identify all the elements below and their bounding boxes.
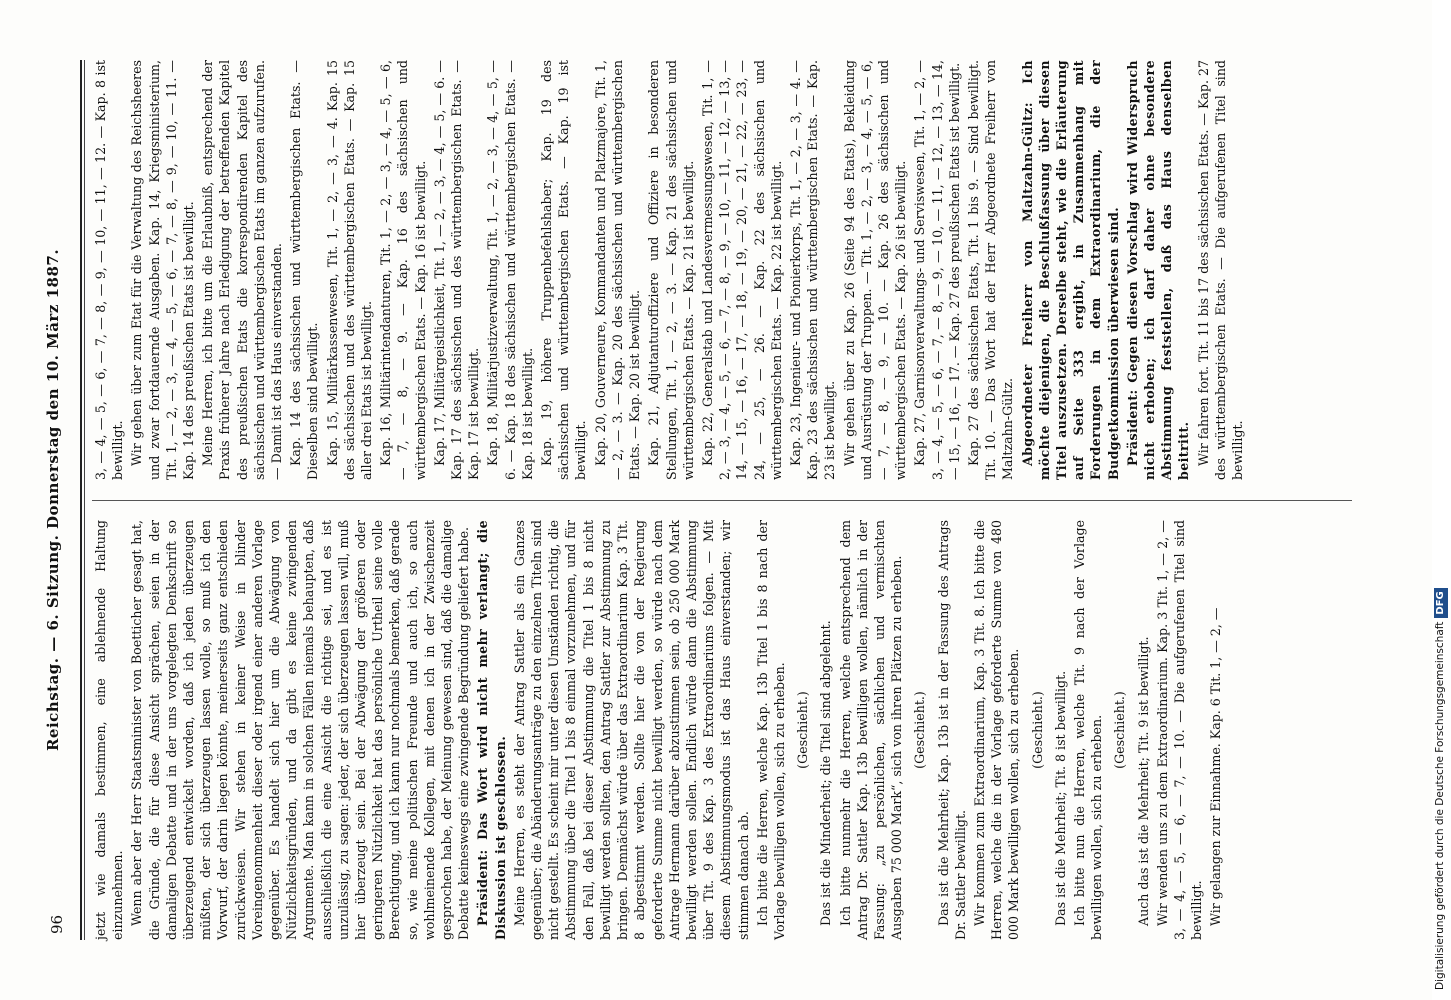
column-separator bbox=[92, 500, 1352, 501]
stage-direction: (Geschieht.) bbox=[1029, 691, 1045, 769]
paragraph: Das ist die Minderheit; die Titel sind abgelehnt. bbox=[818, 620, 834, 926]
stage-direction: (Geschieht.) bbox=[1112, 691, 1128, 769]
stage-direction: (Geschieht.) bbox=[912, 691, 928, 769]
paragraph: Wir wenden uns zu dem Extraordinarium. Kap. 3 Tit. 1, — 2, — 3, — 4, — 5, — 6, — 7, — 10. — Die aufgerufenen Titel sind bewilligt. bbox=[1154, 520, 1205, 940]
paragraph: Wenn aber der Herr Staatsminister von Boetticher gesagt hat, die Gründe, die für diese Ansicht sprächen, seien in der damaligen Debatte und in der uns vorgelegten Denkschrift so überzeugend entwickelt worden, daß ich jeden überzeugen müßten, der sich überzeugen lassen wolle, so muß ich den Vorwurf, der darin liegen könnte, meinerseits ganz entschieden zurückweisen. Wir stehen in keiner Weise in blinder Voreingenommenheit dieser oder irgend einer anderen Vorlage gegenüber. Es handelt sich hier um die Abwägung von Nützlichkeitsgründen, und da gibt es keine zwingenden Argumente. Man kann in solchen Fällen niemals behaupten, daß ausschließlich die eine Ansicht die richtige sei, und es ist unzulässig, zu sagen: jeder, der sich überzeugen lassen will, muß hier überzeugt sein. Bei der Abwägung der größeren oder geringeren Nützlichkeit hat das persönliche Urtheil seine volle Berechtigung, und ich kann nur nochmals bemerken, daß gerade so, wie meine politischen Freunde und auch ich, so auch wohlmeinende Kollegen, mit denen ich in der Zwischenzeit gesprochen habe, der Meinung gewesen sind, daß die damalige Debatte keineswegs eine zwingende Begründung geliefert habe. bbox=[129, 520, 472, 940]
paragraph: 3, — 4, — 5, — 6, — 7, — 8, — 9, — 10, — 11, — 12. — Kap. 8 ist bewilligt. bbox=[93, 60, 126, 480]
credit-label: Digitalisierung gefördert durch die Deutsche Forschungsgemeinschaft bbox=[1434, 621, 1446, 990]
paragraph: Kap. 17, Militärgeistlichkeit, Tit. 1, — 2, — 3, — 4, — 5, — 6. — Kap. 17 des sächsischen und des württembergischen Etats. — Kap. 17 ist bewilligt. bbox=[431, 60, 482, 480]
paragraph: Wir gehen über zum Etat für die Verwaltung des Reichsheeres und zwar fortdauernde Ausgaben. Kap. 14, Kriegsministerium, Tit. 1, — 2, — 3, — 4, — 5, — 6, — 7, — 8, — 9, — 10, — 11. — Kap. 14 des preußischen Etats ist bewilligt. bbox=[129, 60, 197, 480]
paragraph: Ich bitte nunmehr die Herren, welche entsprechend dem Antrag Dr. Sattler Kap. 13b bewilligen wollen, nämlich in der Fassung: „zu persönlichen, sächlichen und vermischten Ausgaben 75 000 Mark“, sich von ihren Plätzen zu erheben. bbox=[837, 520, 905, 940]
left-text-column bbox=[92, 520, 1412, 940]
paragraph: Auch das ist die Mehrheit; Tit. 9 ist bewilligt. bbox=[1135, 636, 1151, 926]
paragraph: Meine Herren, es steht der Antrag Sattler als ein Ganzes gegenüber; die Abänderungsanträge zu den einzelnen Titeln sind nicht gestellt. Es scheint mir unter diesen Umständen richtig, die Abstimmung über die Titel 1 bis 8 einmal vorzunehmen, und für den Fall, daß bei dieser Abstimmung die Titel 1 bis 8 nicht bewilligt werden sollten, den Antrag Sattler zur Abstimmung zu bringen. Demnächst würde über das Extraordinarium Kap. 3 Tit. 8 abgestimmt werden. Sollte hier die von der Regierung geforderte Summe nicht bewilligt werden, so würde nach dem Antrage Hermann darüber abzustimmen sein, ob 250 000 Mark bewilligt werden sollen. Endlich würde dann die Abstimmung über Tit. 9 des Kap. 3 des Extraordinariums folgen. — Mit diesem Abstimmungsmodus ist das Haus einverstanden; wir stimmen danach ab. bbox=[511, 520, 751, 940]
right-text-column bbox=[92, 60, 1412, 480]
paragraph: Präsident: Das Wort wird nicht mehr verlangt; die Diskussion ist geschlossen. bbox=[475, 520, 508, 940]
header-rule-thin bbox=[84, 60, 85, 940]
paragraph: Kap. 19, höhere Truppenbefehlshaber; Kap. 19 des sächsischen und württembergischen Etats. — Kap. 19 ist bewilligt. bbox=[539, 60, 589, 480]
page-title: Reichstag. — 6. Sitzung. Donnerstag den 10. März 1887. bbox=[44, 248, 62, 752]
paragraph: Kap. 18, Militärjustizverwaltung, Tit. 1, — 2, — 3, — 4, — 5, — 6. — Kap. 18 des sächsischen und württembergischen Etats. — Kap. 18 ist bewilligt. bbox=[485, 60, 535, 480]
header-rule bbox=[80, 60, 82, 940]
paragraph: Das ist die Mehrheit; Kap. 13b ist in der Fassung des Antrags Dr. Sattler bewilligt. bbox=[935, 520, 968, 940]
paragraph: Kap. 27 des sächsischen Etats, Tit. 1 bis 9. — Sind bewilligt. Tit. 10. — Das Wort hat der Herr Abgeordnete Freiherr von Maltzahn-Gültz. bbox=[965, 60, 1016, 480]
paragraph: Kap. 23, Ingenieur- und Pionierkorps, Tit. 1, — 2, — 3, — 4. — Kap. 23 des sächsischen und württembergischen Etats. — Kap. 23 ist bewilligt. bbox=[787, 60, 838, 480]
paragraph: Das ist die Mehrheit; Tit. 8 ist bewilligt. bbox=[1052, 670, 1068, 926]
paragraph: Kap. 15, Militärkassenwesen, Tit. 1, — 2, — 3, — 4. Kap. 15 des sächsischen und des württembergischen Etats. — Kap. 15 aller drei Etats ist bewilligt. bbox=[324, 60, 375, 480]
paragraph: Kap. 14 des sächsischen und württembergischen Etats. — Dieselben sind bewilligt. bbox=[288, 60, 321, 480]
credit-text bbox=[1429, 10, 1451, 990]
paragraph: Ich bitte die Herren, welche Kap. 13b Titel 1 bis 8 nach der Vorlage bewilligen wollen, sich zu erheben. bbox=[754, 520, 787, 940]
dfg-logo: DFG bbox=[1434, 588, 1448, 617]
paragraph: Kap. 16, Militärintendanturen, Tit. 1, — 2, — 3, — 4, — 5, — 6, — 7, — 8, — 9. — Kap. 16 des sächsischen und württembergischen Etats. — Kap. 16 ist bewilligt. bbox=[378, 60, 428, 480]
stage-direction: (Geschieht.) bbox=[795, 691, 811, 769]
paragraph: Präsident: Gegen diesen Vorschlag wird Widerspruch nicht erhoben; ich darf daher ohne besondere Abstimmung feststellen, daß das Haus denselben beitritt. bbox=[1124, 60, 1192, 480]
paragraph: Kap. 21, Adjutanturoffiziere und Offiziere in besonderen Stellungen, Tit. 1, — 2, — 3. — Kap. 21 des sächsischen und württembergischen Etats. — Kap. 21 ist bewilligt. bbox=[646, 60, 696, 480]
running-header bbox=[40, 0, 76, 1000]
paragraph: Wir kommen zum Extraordinarium, Kap. 3 Tit. 8. Ich bitte die Herren, welche die in der Vorlage geforderte Summe von 480 000 Mark bewilligen wollen, sich zu erheben. bbox=[971, 520, 1022, 940]
paragraph: Wir gelangen zur Einnahme. Kap. 6 Tit. 1, — 2, — bbox=[1208, 607, 1224, 926]
paragraph: Abgeordneter Freiherr von Maltzahn-Gültz: Ich möchte diejenigen, die Beschlußfassung über diesen Titel auszusetzen. Derselbe steht, wie die Erläuterung auf Seite 333 ergibt, in Zusammenhang mit Forderungen in dem Extraordinarium, die der Budgetkommission überwiesen sind. bbox=[1019, 60, 1121, 480]
paragraph: Kap. 20, Gouverneure, Kommandanten und Platzmajore, Tit. 1, — 2, — 3. — Kap. 20 des sächsischen und württembergischen Etats. — Kap. 20 ist bewilligt. bbox=[592, 60, 643, 480]
paragraph: jetzt wie damals bestimmen, eine ablehnende Haltung einzunehmen. bbox=[93, 520, 126, 940]
page-number: 96 bbox=[48, 914, 66, 934]
paragraph: Wir fahren fort. Tit. 11 bis 17 des sächsischen Etats. — Kap. 27 des württembergischen Etats. — Die aufgerufenen Titel sind bewilligt. bbox=[1195, 60, 1245, 480]
paragraph: Meine Herren, ich bitte um die Erlaubniß, entsprechend der Praxis früherer Jahre nach Erledigung der betreffenden Kapitel des preußischen Etats die korrespondirenden Kapitel des sächsischen und württembergischen Etats im ganzen aufzurufen. — Damit ist das Haus einverstanden. bbox=[200, 60, 285, 480]
digitization-credit-strip bbox=[1405, 0, 1446, 1000]
paragraph: Ich bitte nun die Herren, welche Tit. 9 nach der Vorlage bewilligen wollen, sich zu erheben. bbox=[1071, 520, 1105, 940]
paragraph: Wir gehen über zu Kap. 26 (Seite 94 des Etats), Bekleidung und Ausrüstung der Truppen. — Tit. 1, — 2, — 3, — 4, — 5, — 6, — 7, — 8, — 9, — 10. — Kap. 26 des sächsischen und württembergischen Etats. — Kap. 26 ist bewilligt. bbox=[841, 60, 909, 480]
paragraph: Kap. 22, Generalstab und Landesvermessungswesen, Tit. 1, — 2, — 3, — 4, — 5, — 6, — 7, — 8, — 9, — 10, — 11, — 12, — 13, — 14, — 15, — 16, — 17, — 18, — 19, — 20, — 21, — 22, — 23, — 24, — 25, — 26. — Kap. 22 des sächsischen und württembergischen Etats. — Kap. 22 ist bewilligt. bbox=[699, 60, 784, 480]
paragraph: Kap. 27, Garnisonverwaltungs- und Serviswesen, Tit. 1, — 2, — 3, — 4, — 5, — 6, — 7, — 8, — 9, — 10, — 11, — 12, — 13, — 14, — 15, — 16, — 17. — Kap. 27 des preußischen Etats ist bewilligt. bbox=[912, 60, 962, 480]
